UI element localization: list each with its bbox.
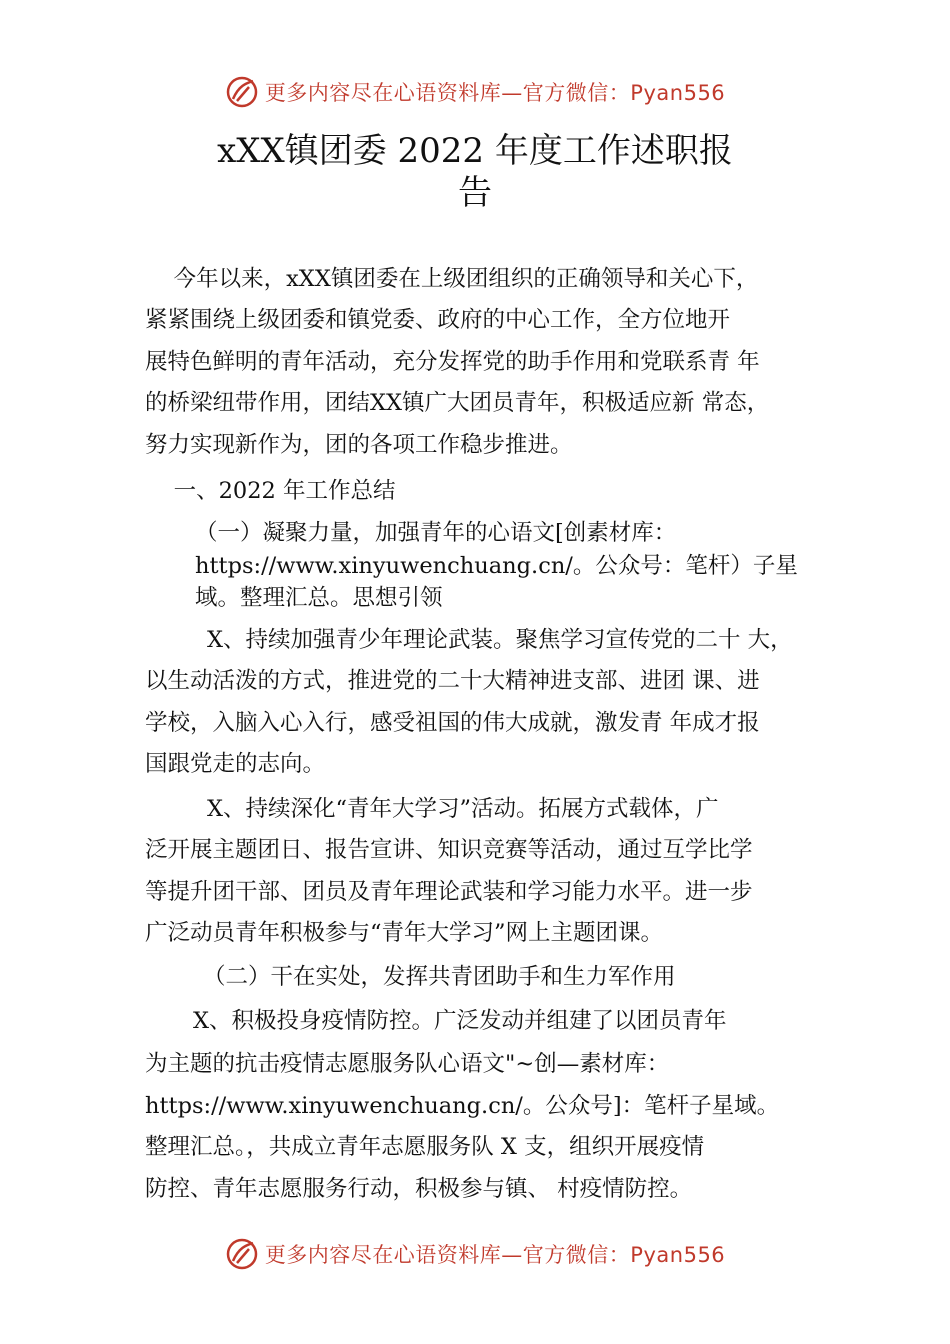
- logo-icon: [225, 1237, 259, 1271]
- text-line: 学校，入脑入心入行，感受祖国的伟大成就，激发青 年成才报: [145, 710, 760, 736]
- page-title: [0, 130, 950, 214]
- text-line: https://www.xinyuwenchuang.cn/。公众号]：笔杆子星域。: [145, 1093, 780, 1119]
- text-line: 防控、青年志愿服务行动，积极参与镇、 村疫情防控。: [145, 1176, 693, 1202]
- text-line: 以生动活泼的方式，推进党的二十大精神进支部、进团 课、进: [145, 668, 760, 694]
- subsection-heading: （二）干在实处，发挥共青团助手和生力军作用: [203, 964, 676, 990]
- subsection-heading: （一）凝聚力量，加强青年的心语文[创素材库：: [195, 520, 677, 546]
- watermark-text: 更多内容尽在心语资料库—官方微信：Pyan556: [264, 1243, 726, 1267]
- text-line: X、积极投身疫情防控。广泛发动并组建了以团员青年: [193, 1008, 727, 1034]
- text-line: 紧紧围绕上级团委和镇党委、政府的中心工作，全方位地开: [145, 307, 731, 333]
- title-line-1: xXX镇团委 2022 年度工作述职报: [217, 131, 733, 171]
- logo-icon: [225, 75, 259, 109]
- text-line: X、持续深化“青年大学习”活动。拓展方式载体，广: [207, 796, 719, 822]
- text-line: 努力实现新作为，团的各项工作稳步推进。: [145, 432, 573, 458]
- watermark-text: 更多内容尽在心语资料库—官方微信：Pyan556: [264, 81, 726, 105]
- text-line: 等提升团干部、团员及青年理论武装和学习能力水平。进一步: [145, 879, 753, 905]
- title-line-2: 告: [458, 173, 492, 213]
- text-line: 为主题的抗击疫情志愿服务队心语文"~创—素材库：: [145, 1051, 670, 1077]
- text-line: 国跟党走的志向。: [145, 751, 326, 777]
- text-line: 泛开展主题团日、报告宣讲、知识竞赛等活动，通过互学比学: [145, 837, 753, 863]
- watermark-banner-top: [0, 72, 950, 112]
- text-line: X、持续加强青少年理论武装。聚焦学习宣传党的二十 大，: [207, 627, 793, 653]
- section-heading: 一、2022 年工作总结: [145, 478, 396, 504]
- text-line: 今年以来，xXX镇团委在上级团组织的正确领导和关心下，: [145, 266, 759, 292]
- watermark-banner-bottom: [0, 1234, 950, 1274]
- text-line: https://www.xinyuwenchuang.cn/。公众号：笔杆）子星: [195, 553, 798, 579]
- text-line: 整理汇总。，共成立青年志愿服务队 X 支，组织开展疫情: [145, 1134, 705, 1160]
- text-line: 展特色鲜明的青年活动，充分发挥党的助手作用和党联系青 年: [145, 349, 760, 375]
- text-line: 的桥梁纽带作用，团结XX镇广大团员青年，积极适应新 常态，: [145, 390, 770, 416]
- text-line: 广泛动员青年积极参与“青年大学习”网上主题团课。: [145, 920, 664, 946]
- text-line: 域。整理汇总。思想引领: [195, 585, 443, 611]
